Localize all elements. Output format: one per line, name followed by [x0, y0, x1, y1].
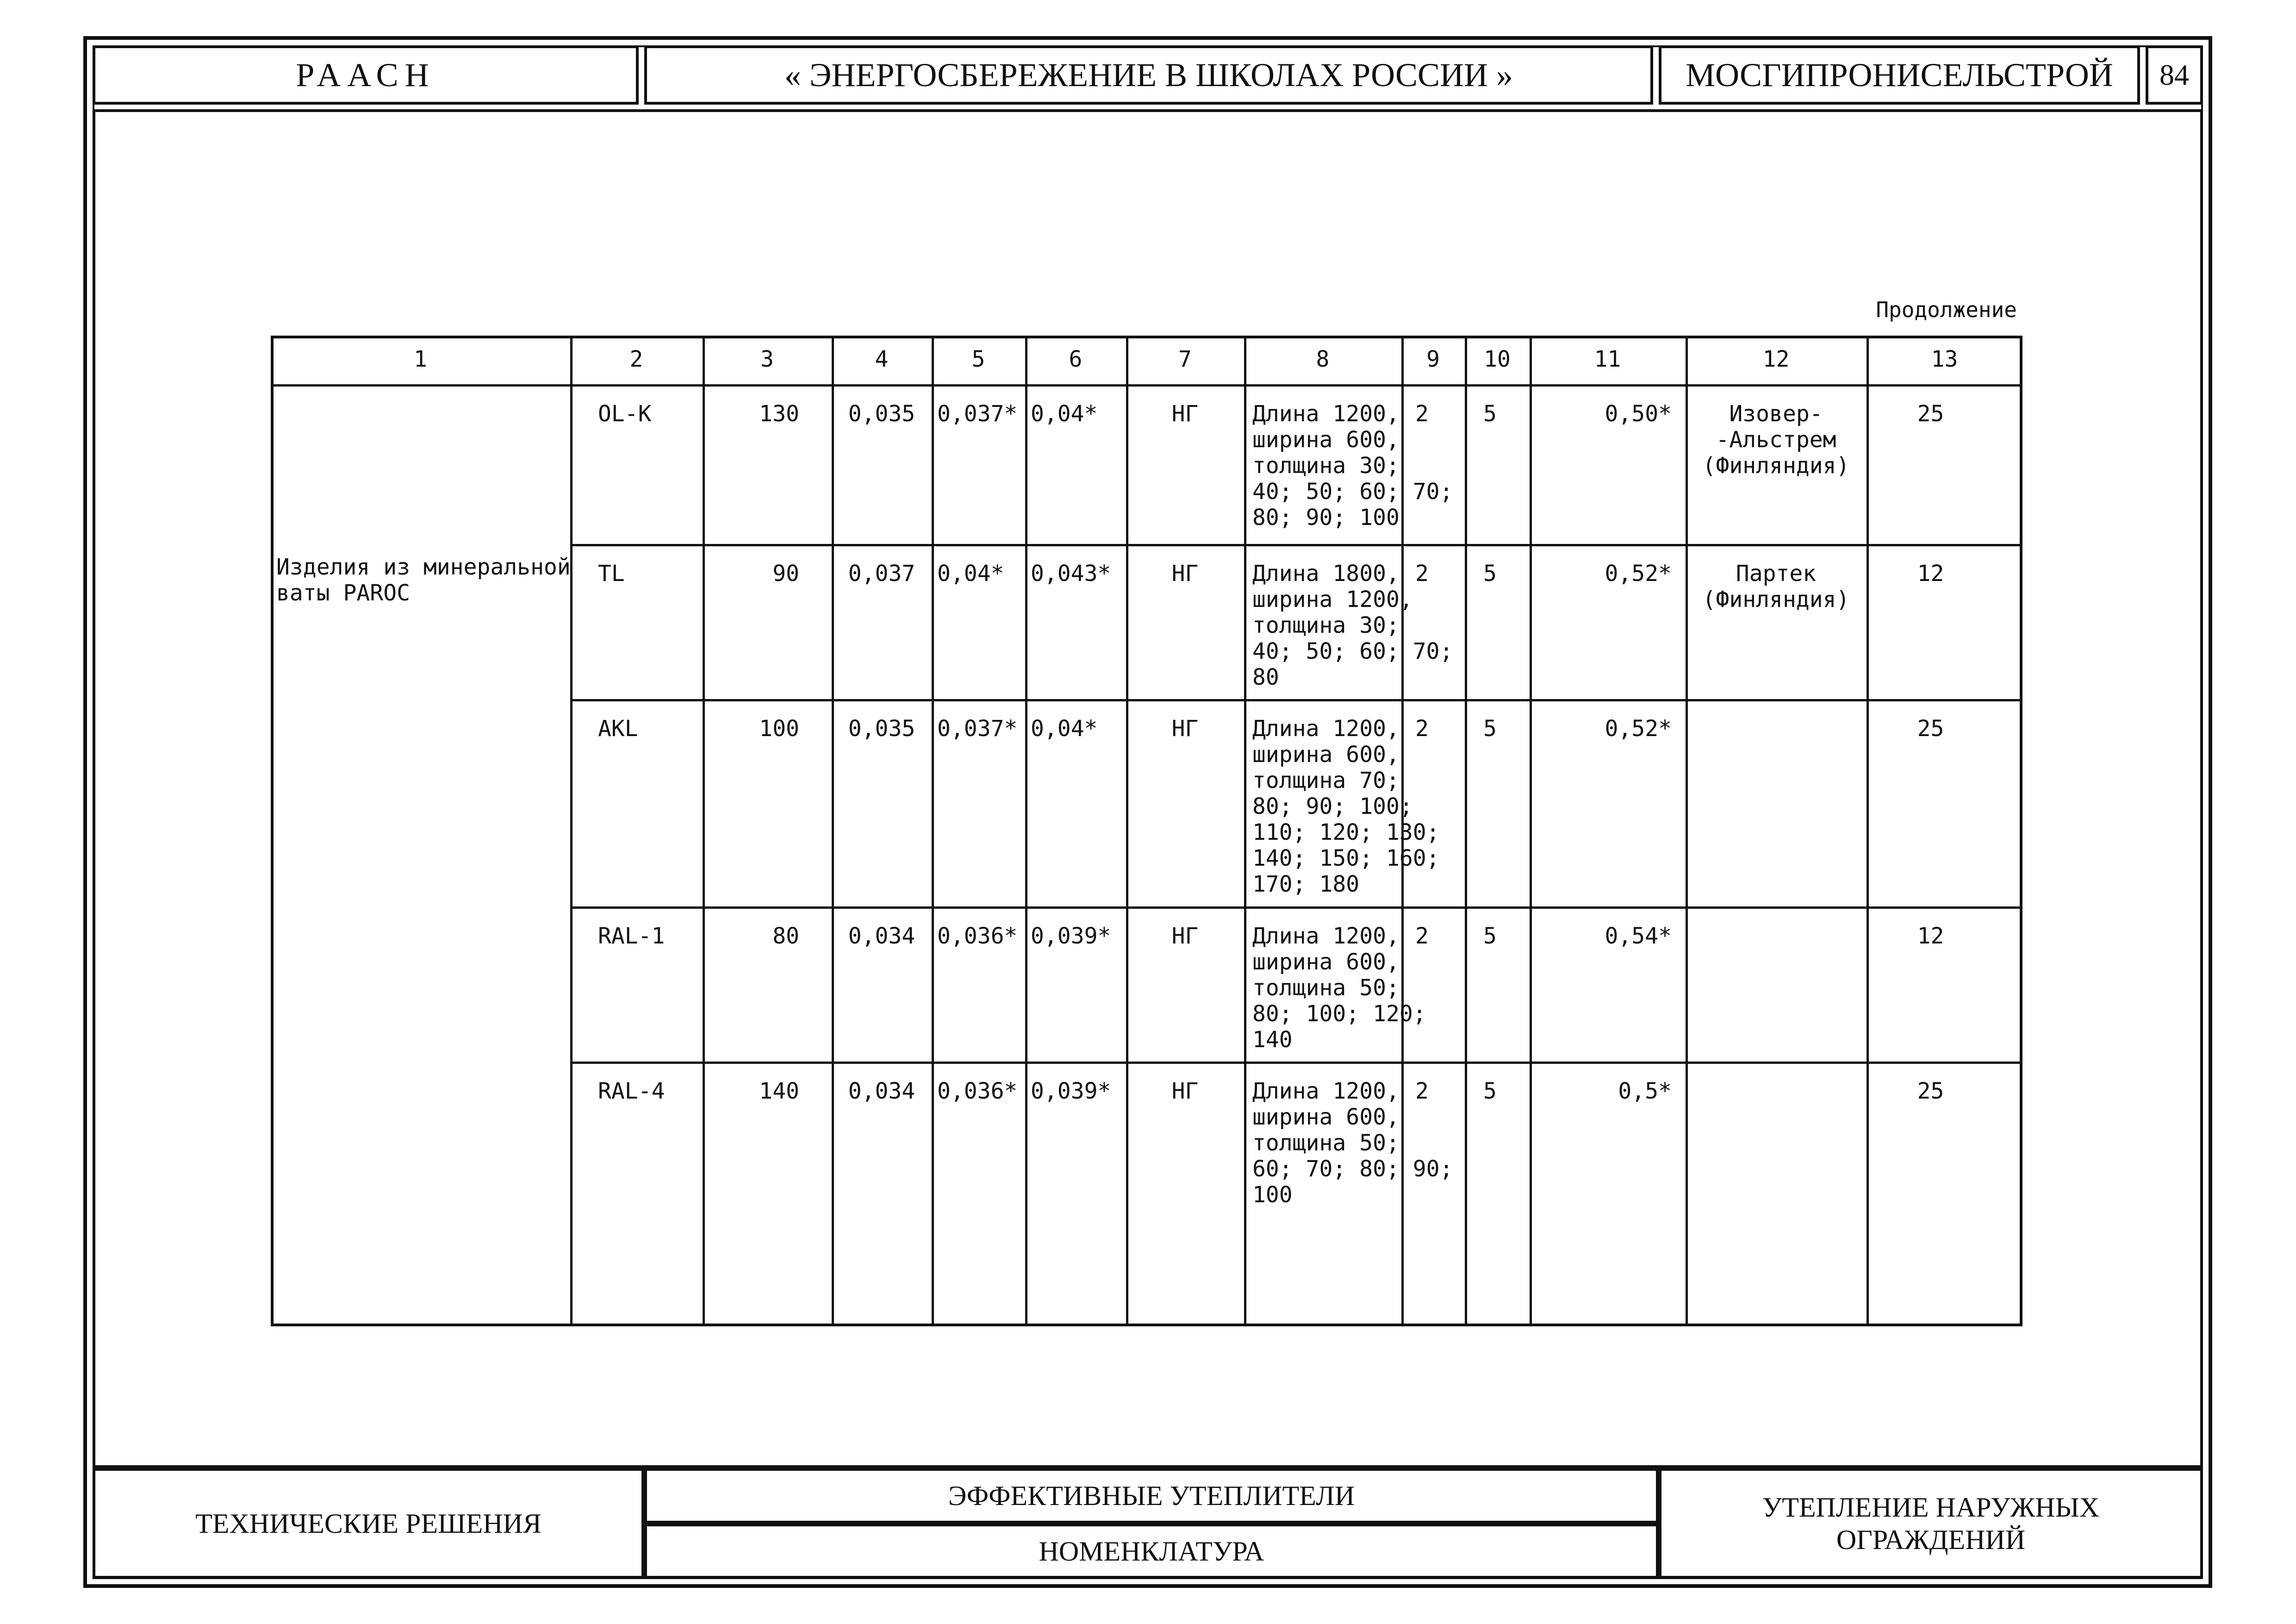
cell-lambda-b: 0,039*	[1031, 1078, 1111, 1104]
cell-density: 80	[772, 923, 799, 949]
spec-table	[271, 336, 2022, 1326]
cell-dimensions-line: 110; 120; 130;	[1252, 819, 1440, 845]
column-divider	[570, 336, 572, 1326]
cell-combustibility: НГ	[1171, 561, 1199, 587]
cell-col9: 2	[1415, 716, 1429, 742]
cell-dimensions-line: толщина 70;	[1252, 768, 1400, 793]
header-org-right: МОСГИПРОНИСЕЛЬСТРОЙ	[1659, 45, 2140, 105]
cell-dimensions-line: толщина 50;	[1252, 975, 1400, 1001]
column-number-10: 10	[1484, 346, 1511, 372]
cell-dimensions-line: Длина 1200,	[1252, 923, 1400, 949]
cell-density: 140	[759, 1078, 799, 1104]
cell-lambda-a: 0,037*	[937, 716, 1018, 742]
cell-col11: 0,52*	[1605, 716, 1672, 742]
cell-dimensions-line: ширина 600,	[1252, 1104, 1400, 1130]
cell-lambda: 0,037	[848, 561, 915, 587]
cell-dimensions-line: 140	[1252, 1027, 1293, 1053]
column-number-9: 9	[1426, 346, 1440, 372]
column-divider	[1465, 336, 1467, 1326]
group-label-line: ваты PAROC	[276, 580, 410, 606]
cell-col10: 5	[1483, 923, 1497, 949]
column-number-1: 1	[414, 346, 427, 372]
column-number-7: 7	[1178, 346, 1192, 372]
cell-combustibility: НГ	[1171, 401, 1199, 427]
header-org-left: РААСН	[93, 45, 639, 105]
cell-dimensions-line: Длина 1800,	[1252, 561, 1400, 587]
cell-col11: 0,52*	[1605, 561, 1672, 587]
cell-dimensions-line: 80; 100; 120;	[1252, 1001, 1426, 1027]
cell-brand: TL	[598, 561, 625, 587]
cell-manufacturer-line: Изовер-	[1729, 401, 1823, 427]
cell-dimensions-line: толщина 30;	[1252, 612, 1400, 638]
cell-dimensions-line: ширина 600,	[1252, 427, 1400, 453]
cell-dimensions-line: 40; 50; 60; 70;	[1252, 638, 1453, 664]
cell-brand: AKL	[598, 716, 638, 742]
row-divider	[570, 906, 2022, 909]
cell-dimensions-line: 100	[1252, 1182, 1293, 1208]
cell-col10: 5	[1483, 716, 1497, 742]
column-number-4: 4	[875, 346, 889, 372]
cell-col9: 2	[1415, 923, 1429, 949]
row-divider	[570, 544, 2022, 546]
column-divider	[832, 336, 834, 1326]
column-divider	[703, 336, 705, 1326]
column-number-2: 2	[629, 346, 643, 372]
cell-dimensions-line: Длина 1200,	[1252, 401, 1400, 427]
column-divider	[1025, 336, 1027, 1326]
row-divider	[570, 1062, 2022, 1064]
cell-manufacturer-line: (Финляндия)	[1702, 453, 1850, 479]
cell-dimensions-line: 40; 50; 60; 70;	[1252, 479, 1453, 505]
cell-lambda-a: 0,036*	[937, 923, 1018, 949]
column-divider	[932, 336, 934, 1326]
column-number-6: 6	[1069, 346, 1083, 372]
cell-dimensions-line: 80; 90; 100;	[1252, 793, 1413, 819]
cell-col11: 0,5*	[1618, 1078, 1672, 1104]
cell-col13: 25	[1917, 401, 1944, 427]
cell-lambda-b: 0,039*	[1031, 923, 1111, 949]
cell-col10: 5	[1483, 1078, 1497, 1104]
column-divider	[1686, 336, 1688, 1326]
page-number: 84	[2146, 45, 2203, 105]
footer-technical-solutions: ТЕХНИЧЕСКИЕ РЕШЕНИЯ	[93, 1468, 644, 1579]
cell-combustibility: НГ	[1171, 1078, 1199, 1104]
footer-external-walls: УТЕПЛЕНИЕ НАРУЖНЫХ ОГРАЖДЕНИЙ	[1659, 1468, 2203, 1579]
cell-dimensions-line: 140; 150; 160;	[1252, 845, 1440, 871]
column-number-13: 13	[1931, 346, 1958, 372]
cell-dimensions-line: ширина 1200,	[1252, 587, 1413, 612]
cell-dimensions-line: Длина 1200,	[1252, 716, 1400, 742]
cell-dimensions-line: 170; 180	[1252, 871, 1360, 897]
column-divider	[1867, 336, 1869, 1326]
header-divider	[271, 384, 2022, 387]
cell-col13: 25	[1917, 716, 1944, 742]
column-number-12: 12	[1762, 346, 1790, 372]
cell-col13: 12	[1917, 561, 1944, 587]
cell-col11: 0,50*	[1605, 401, 1672, 427]
column-number-3: 3	[760, 346, 774, 372]
header-title: « ЭНЕРГОСБЕРЕЖЕНИЕ В ШКОЛАХ РОССИИ »	[644, 45, 1653, 105]
cell-lambda-a: 0,04*	[937, 561, 1004, 587]
cell-lambda-b: 0,04*	[1031, 401, 1098, 427]
cell-manufacturer-line: Партек	[1736, 561, 1817, 587]
cell-density: 100	[759, 716, 799, 742]
column-divider	[1530, 336, 1532, 1326]
footer-nomenclature: НОМЕНКЛАТУРА	[644, 1524, 1659, 1579]
footer-effective-insulation: ЭФФЕКТИВНЫЕ УТЕПЛИТЕЛИ	[644, 1468, 1659, 1524]
column-number-11: 11	[1594, 346, 1621, 372]
cell-lambda-b: 0,04*	[1031, 716, 1098, 742]
cell-dimensions-line: толщина 50;	[1252, 1130, 1400, 1156]
cell-col13: 12	[1917, 923, 1944, 949]
cell-dimensions-line: Длина 1200,	[1252, 1078, 1400, 1104]
cell-lambda: 0,035	[848, 716, 915, 742]
cell-brand: RAL-1	[598, 923, 665, 949]
cell-lambda-a: 0,037*	[937, 401, 1018, 427]
cell-col9: 2	[1415, 1078, 1429, 1104]
cell-lambda: 0,034	[848, 923, 915, 949]
group-label-line: Изделия из минеральной	[276, 554, 571, 580]
cell-dimensions-line: 80; 90; 100	[1252, 505, 1400, 531]
cell-density: 130	[759, 401, 799, 427]
cell-manufacturer-line: (Финляндия)	[1702, 587, 1850, 612]
cell-lambda-a: 0,036*	[937, 1078, 1018, 1104]
column-number-8: 8	[1316, 346, 1330, 372]
cell-lambda-b: 0,043*	[1031, 561, 1111, 587]
column-divider	[1126, 336, 1128, 1326]
cell-dimensions-line: 80	[1252, 664, 1279, 690]
cell-dimensions-line: ширина 600,	[1252, 949, 1400, 975]
cell-dimensions-line: ширина 600,	[1252, 742, 1400, 768]
cell-col11: 0,54*	[1605, 923, 1672, 949]
cell-density: 90	[772, 561, 799, 587]
cell-col10: 5	[1483, 401, 1497, 427]
cell-manufacturer-line: -Альстрем	[1716, 427, 1836, 453]
cell-combustibility: НГ	[1171, 716, 1199, 742]
cell-col13: 25	[1917, 1078, 1944, 1104]
cell-col10: 5	[1483, 561, 1497, 587]
cell-dimensions-line: 60; 70; 80; 90;	[1252, 1156, 1453, 1182]
cell-combustibility: НГ	[1171, 923, 1199, 949]
cell-dimensions-line: толщина 30;	[1252, 453, 1400, 479]
cell-lambda: 0,034	[848, 1078, 915, 1104]
cell-lambda: 0,035	[848, 401, 915, 427]
continuation-label: Продолжение	[1876, 297, 2017, 322]
cell-col9: 2	[1415, 401, 1429, 427]
cell-col9: 2	[1415, 561, 1429, 587]
cell-brand: OL-K	[598, 401, 652, 427]
column-divider	[1244, 336, 1246, 1326]
column-number-5: 5	[971, 346, 985, 372]
row-divider	[570, 699, 2022, 701]
cell-brand: RAL-4	[598, 1078, 665, 1104]
